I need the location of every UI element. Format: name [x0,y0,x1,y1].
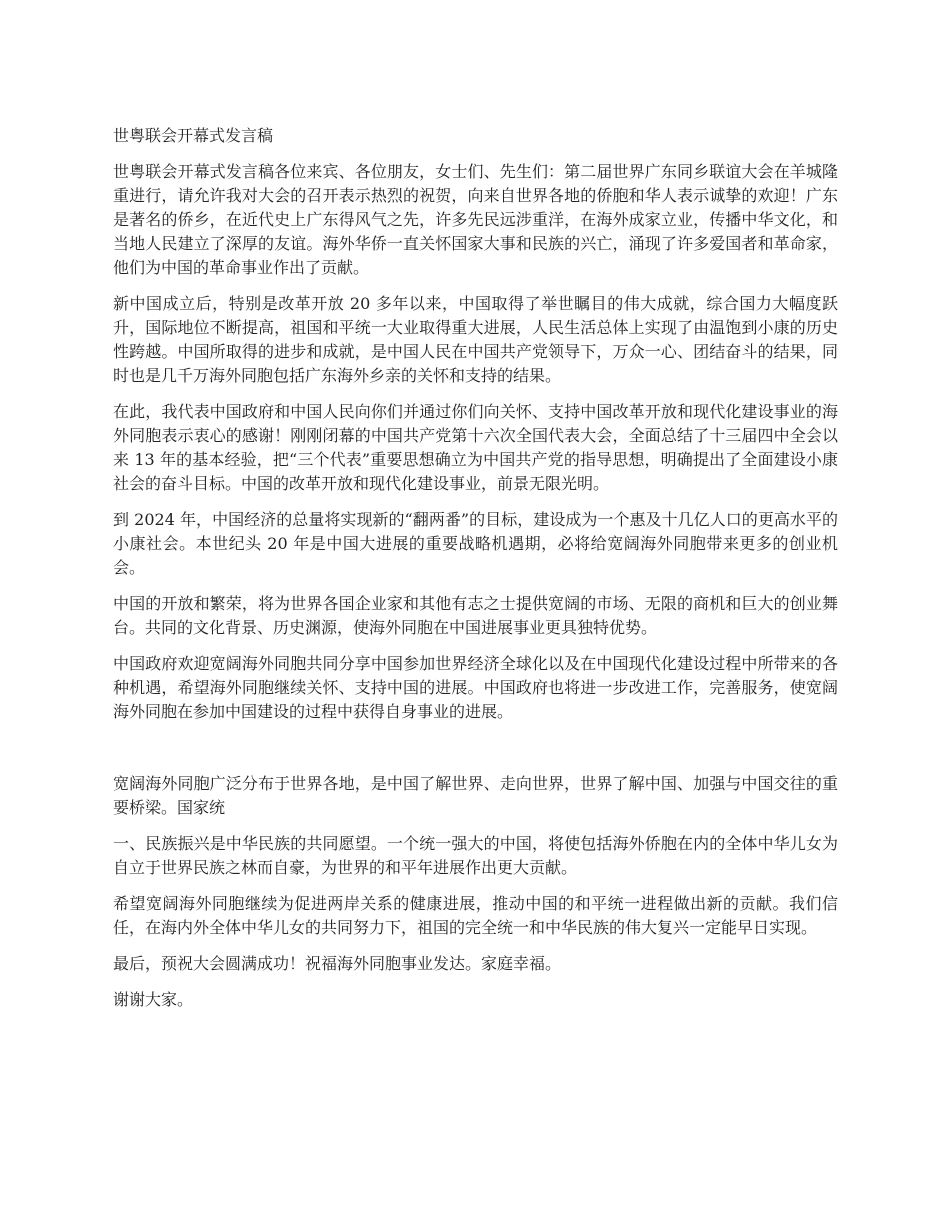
paragraph: 中国的开放和繁荣，将为世界各国企业家和其他有志之士提供宽阔的市场、无限的商机和巨大的创业舞台。共同的文化背景、历史渊源，使海外同胞在中国进展事业更具独特优势。 [113,594,838,637]
paragraph: 在此，我代表中国政府和中国人民向你们并通过你们向关怀、支持中国改革开放和现代化建设事业的海外同胞表示衷心的感谢！刚刚闭幕的中国共产党第十六次全国代表大会，全面总结了十三届四中全会以来 13 年的基本经验，把“三个代表”重要思想确立为中国共产党的指导思想，明确提出了全面建设小康社会的奋斗目标。中国的改革开放和现代化建设事业，前景无限光明。 [113,402,838,493]
paragraph: 中国政府欢迎宽阔海外同胞共同分享中国参加世界经济全球化以及在中国现代化建设过程中所带来的各种机遇，希望海外同胞继续关怀、支持中国的进展。中国政府也将进一步改进工作，完善服务，使宽阔海外同胞在参加中国建设的过程中获得自身事业的进展。 [113,654,838,721]
section-gap [113,736,838,772]
paragraph: 谢谢大家。 [113,990,194,1009]
paragraph: 世粤联会开幕式发言稿各位来宾、各位朋友，女士们、先生们：第二届世界广东同乡联谊大会在羊城隆重进行，请允许我对大会的召开表示热烈的祝贺，向来自世界各地的侨胞和华人表示诚挚的欢迎！广东是著名的侨乡，在近代史上广东得风气之先，许多先民远涉重洋，在海外成家立业，传播中华文化，和当地人民建立了深厚的友谊。海外华侨一直关怀国家大事和民族的兴亡，涌现了许多爱国者和革命家，他们为中国的革命事业作出了贡献。 [113,162,838,277]
paragraph: 希望宽阔海外同胞继续为促进两岸关系的健康进展，推动中国的和平统一进程做出新的贡献。我们信任，在海内外全体中华儿女的共同努力下，祖国的完全统一和中华民族的伟大复兴一定能早日实现。 [113,894,838,937]
paragraph: 一、民族振兴是中华民族的共同愿望。一个统一强大的中国，将使包括海外侨胞在内的全体中华儿女为自立于世界民族之林而自豪，为世界的和平年进展作出更大贡献。 [113,834,838,877]
paragraph: 新中国成立后，特别是改革开放 20 多年以来，中国取得了举世瞩目的伟大成就，综合国力大幅度跃升，国际地位不断提高，祖国和平统一大业取得重大进展，人民生活总体上实现了由温饱到小康的历史性跨越。中国所取得的进步和成就，是中国人民在中国共产党领导下，万众一心、团结奋斗的结果，同时也是几千万海外同胞包括广东海外乡亲的关怀和支持的结果。 [113,294,838,385]
paragraph: 最后，预祝大会圆满成功！祝福海外同胞事业发达。家庭幸福。 [113,954,562,973]
paragraph: 到 2024 年，中国经济的总量将实现新的“翻两番”的目标，建设成为一个惠及十几亿人口的更高水平的小康社会。本世纪头 20 年是中国大进展的重要战略机遇期，必将给宽阔海外同胞带来更多的创业机会。 [113,510,838,577]
document-page [113,124,838,1024]
paragraph: 宽阔海外同胞广泛分布于世界各地，是中国了解世界、走向世界，世界了解中国、加强与中国交往的重要桥梁。国家统 [113,774,838,817]
document-title: 世粤联会开幕式发言稿 [113,126,274,145]
